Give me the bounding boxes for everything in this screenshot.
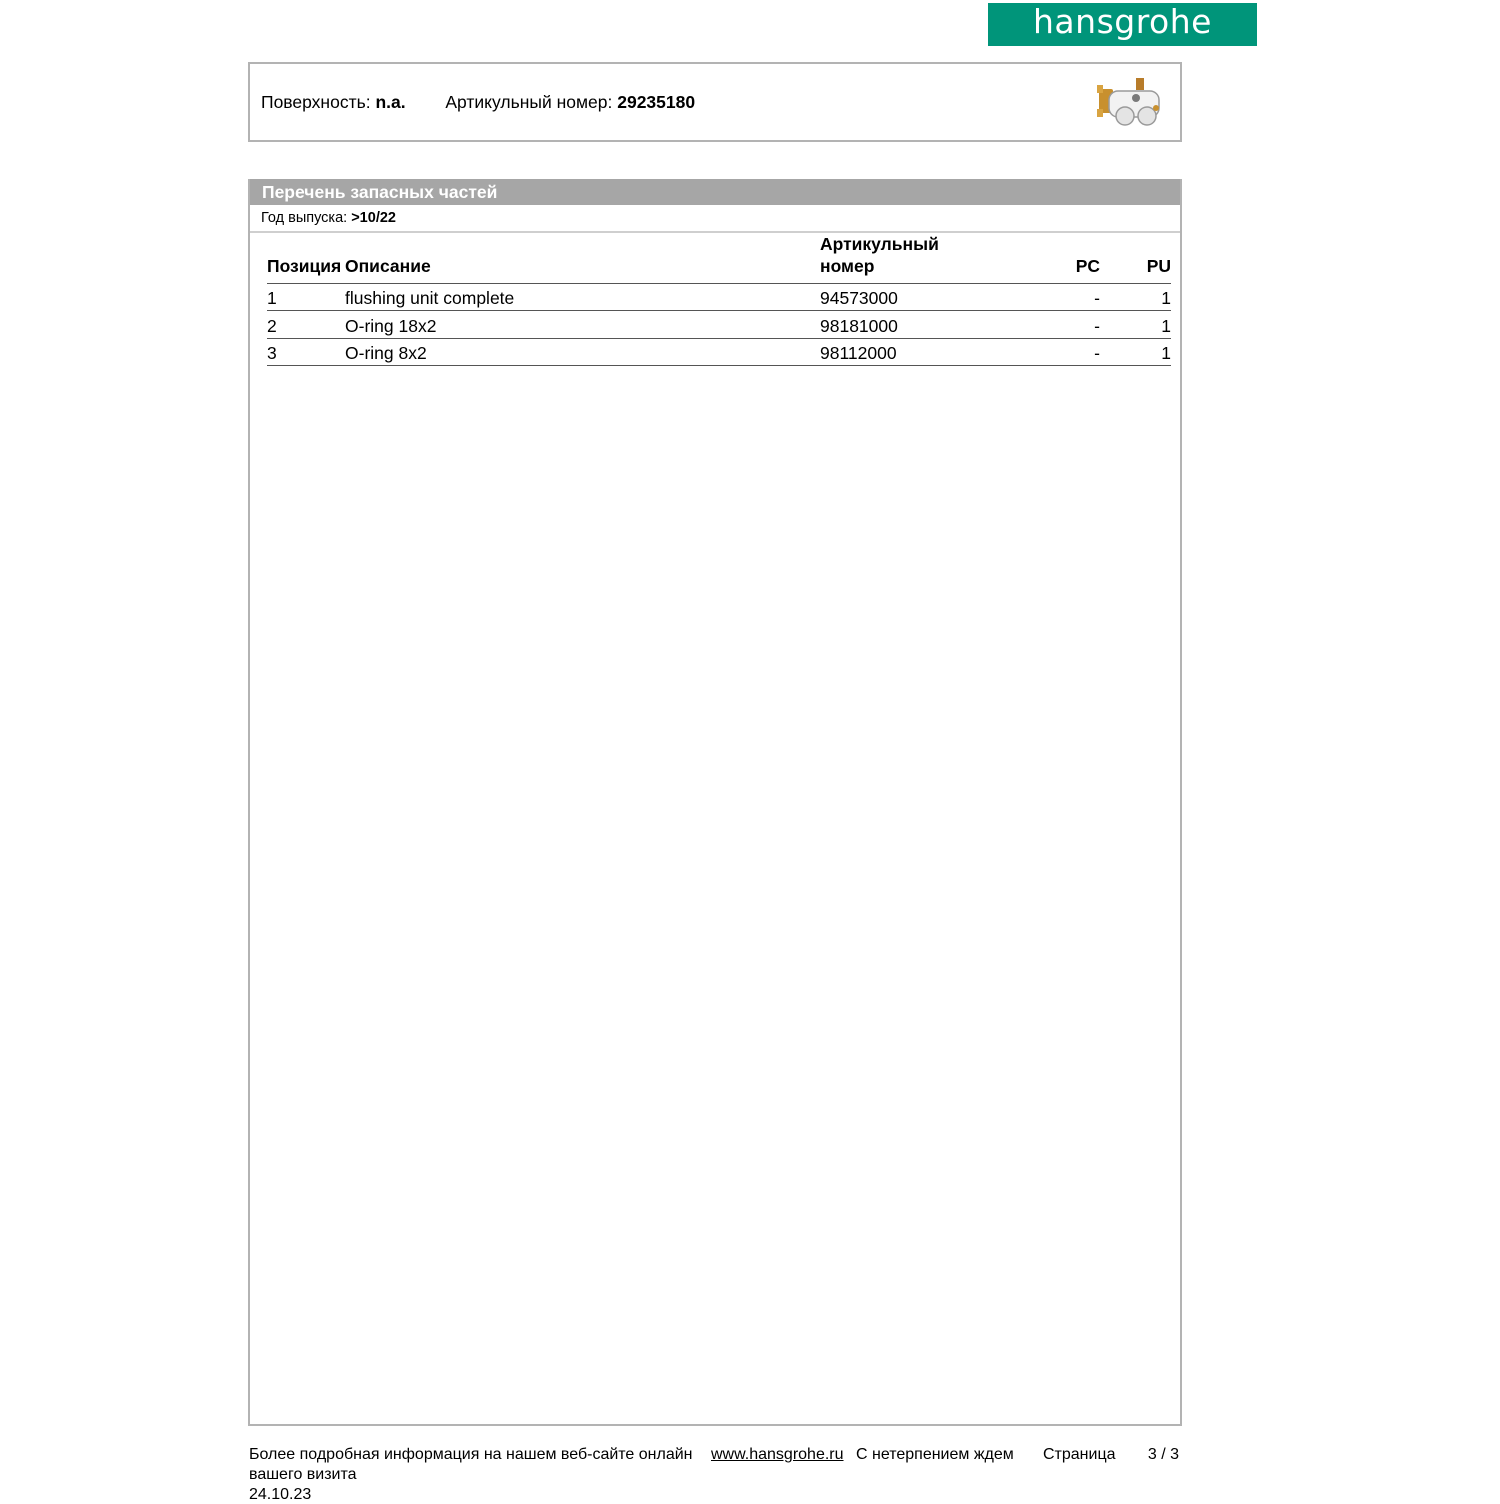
year-value: >10/22 <box>351 210 396 226</box>
row-1-position: 1 <box>267 288 277 308</box>
product-info-box <box>248 62 1182 142</box>
product-info-line <box>261 92 695 113</box>
column-header-article <box>820 233 939 277</box>
table-header-rule <box>267 283 1171 284</box>
row-2-pc: - <box>1094 316 1100 336</box>
row-3-position: 3 <box>267 343 277 363</box>
divider <box>250 231 1180 233</box>
release-year <box>261 210 396 226</box>
table-row-rule <box>267 365 1171 366</box>
footer-visit-text-2: вашего визита <box>249 1466 357 1483</box>
parts-list-header <box>250 179 1180 205</box>
column-header-article-line2: номер <box>820 256 875 276</box>
parts-list-panel <box>248 179 1182 1426</box>
article-label: Артикульный номер: <box>445 92 613 112</box>
hansgrohe-logo <box>988 3 1257 46</box>
row-3-pc: - <box>1094 343 1100 363</box>
row-3-pu: 1 <box>1161 343 1171 363</box>
product-thumbnail-icon <box>1096 76 1168 130</box>
row-1-pu: 1 <box>1161 288 1171 308</box>
footer-page-number: 3 / 3 <box>1147 1446 1179 1463</box>
row-2-article: 98181000 <box>820 316 898 336</box>
column-header-pu: PU <box>1146 256 1171 276</box>
footer-line-1 <box>249 1445 693 1464</box>
row-3-article: 98112000 <box>820 343 897 363</box>
table-row-rule <box>267 338 1171 339</box>
footer-date: 24.10.23 <box>249 1486 312 1503</box>
row-2-description: O-ring 18x2 <box>345 316 437 336</box>
article-value: 29235180 <box>617 92 696 112</box>
footer-website-wrap <box>711 1445 844 1464</box>
column-header-article-line1: Артикульный <box>820 234 939 254</box>
row-2-position: 2 <box>267 316 277 336</box>
column-header-position: Позиция <box>267 256 342 276</box>
logo-text: hansgrohe <box>1033 2 1212 41</box>
parts-list-title: Перечень запасных частей <box>262 182 498 202</box>
footer-visit-text-1: С нетерпением ждем <box>856 1446 1014 1463</box>
row-2-pu: 1 <box>1161 316 1171 336</box>
row-1-article: 94573000 <box>820 288 898 308</box>
year-label: Год выпуска: <box>261 210 348 226</box>
surface-label: Поверхность: <box>261 92 371 112</box>
footer-info-text: Более подробная информация на нашем веб-сайте онлайн <box>249 1446 693 1463</box>
row-3-description: O-ring 8x2 <box>345 343 427 363</box>
row-1-description: flushing unit complete <box>345 288 515 308</box>
column-header-pc: PC <box>1075 256 1100 276</box>
website-link[interactable]: www.hansgrohe.ru <box>711 1446 844 1463</box>
column-header-description: Описание <box>345 256 431 276</box>
table-row-rule <box>267 310 1171 311</box>
surface-value: n.a. <box>375 92 406 112</box>
row-1-pc: - <box>1094 288 1100 308</box>
footer-page-label: Страница <box>1043 1446 1116 1463</box>
